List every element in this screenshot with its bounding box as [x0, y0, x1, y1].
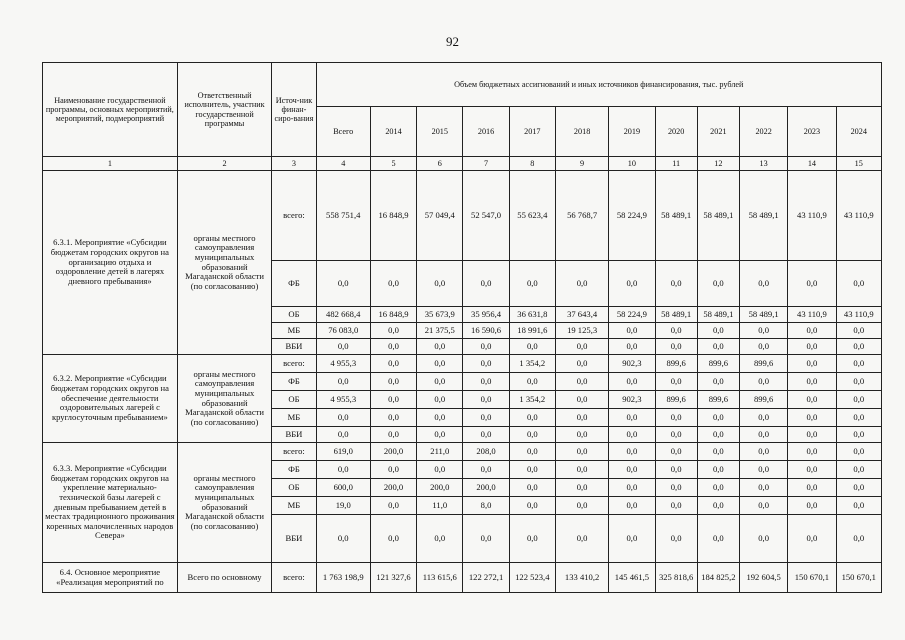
- year-value: 1 354,2: [509, 391, 555, 409]
- page-number: 92: [446, 34, 459, 49]
- year-value: 899,6: [655, 391, 697, 409]
- year-value: 0,0: [655, 497, 697, 515]
- total-value: 0,0: [316, 427, 370, 443]
- year-value: 43 110,9: [788, 307, 836, 323]
- responsible-executor: Всего по основному: [177, 563, 272, 593]
- total-value: 0,0: [316, 339, 370, 355]
- year-value: 899,6: [739, 391, 787, 409]
- year-value: 36 631,8: [509, 307, 555, 323]
- year-value: 0,0: [655, 461, 697, 479]
- budget-table: [42, 62, 882, 593]
- year-value: 0,0: [555, 373, 608, 391]
- header-column-number: 4: [316, 157, 370, 171]
- year-value: 0,0: [655, 515, 697, 563]
- year-value: 0,0: [836, 355, 881, 373]
- year-value: 0,0: [697, 479, 739, 497]
- year-value: 0,0: [739, 323, 787, 339]
- year-value: 0,0: [463, 261, 509, 307]
- year-value: 899,6: [739, 355, 787, 373]
- header-column-number: 3: [272, 157, 316, 171]
- table-row: [43, 563, 882, 593]
- year-value: 11,0: [417, 497, 463, 515]
- year-value: 0,0: [739, 515, 787, 563]
- year-value: 0,0: [739, 497, 787, 515]
- year-value: 0,0: [788, 323, 836, 339]
- year-value: 899,6: [697, 391, 739, 409]
- header-year: 2020: [655, 107, 697, 157]
- year-value: 0,0: [739, 261, 787, 307]
- year-value: 0,0: [609, 443, 655, 461]
- year-value: 0,0: [509, 427, 555, 443]
- header-source: Источ-ник финан-сиро-вания: [272, 63, 316, 157]
- year-value: 0,0: [655, 427, 697, 443]
- year-value: 58 489,1: [697, 307, 739, 323]
- table-row: [43, 171, 882, 261]
- header-column-number: 1: [43, 157, 178, 171]
- header-column-number: 12: [697, 157, 739, 171]
- funding-source: всего:: [272, 171, 316, 261]
- year-value: 0,0: [370, 373, 416, 391]
- year-value: 113 615,6: [417, 563, 463, 593]
- year-value: 0,0: [555, 479, 608, 497]
- year-value: 0,0: [788, 339, 836, 355]
- year-value: 0,0: [509, 443, 555, 461]
- year-value: 35 956,4: [463, 307, 509, 323]
- header-column-number: 15: [836, 157, 881, 171]
- year-value: 55 623,4: [509, 171, 555, 261]
- year-value: 0,0: [555, 409, 608, 427]
- year-value: 899,6: [655, 355, 697, 373]
- year-value: 0,0: [417, 373, 463, 391]
- year-value: 0,0: [609, 339, 655, 355]
- year-value: 0,0: [697, 515, 739, 563]
- year-value: 56 768,7: [555, 171, 608, 261]
- year-value: 0,0: [836, 373, 881, 391]
- year-value: 145 461,5: [609, 563, 655, 593]
- year-value: 18 991,6: [509, 323, 555, 339]
- year-value: 0,0: [836, 497, 881, 515]
- total-value: 0,0: [316, 373, 370, 391]
- year-value: 0,0: [836, 409, 881, 427]
- year-value: 1 354,2: [509, 355, 555, 373]
- year-value: 0,0: [655, 323, 697, 339]
- header-year: 2018: [555, 107, 608, 157]
- year-value: 0,0: [555, 515, 608, 563]
- year-value: 0,0: [370, 355, 416, 373]
- year-value: 0,0: [788, 391, 836, 409]
- total-value: 0,0: [316, 461, 370, 479]
- year-value: 0,0: [370, 339, 416, 355]
- year-value: 0,0: [609, 479, 655, 497]
- total-value: 4 955,3: [316, 355, 370, 373]
- year-value: 58 489,1: [697, 171, 739, 261]
- year-value: 0,0: [555, 427, 608, 443]
- year-value: 0,0: [555, 339, 608, 355]
- header-year: 2022: [739, 107, 787, 157]
- year-value: 200,0: [370, 443, 416, 461]
- header-volume: Объем бюджетных ассигнований и иных источников финансирования, тыс. рублей: [316, 63, 881, 107]
- year-value: 0,0: [417, 427, 463, 443]
- year-value: 150 670,1: [836, 563, 881, 593]
- year-value: 0,0: [417, 515, 463, 563]
- header-column-number: 9: [555, 157, 608, 171]
- year-value: 43 110,9: [788, 171, 836, 261]
- year-value: 0,0: [836, 461, 881, 479]
- year-value: 0,0: [739, 443, 787, 461]
- year-value: 0,0: [463, 373, 509, 391]
- year-value: 0,0: [788, 515, 836, 563]
- measure-name: 6.4. Основное мероприятие «Реализация мероприятий по: [43, 563, 178, 593]
- header-column-number: 2: [177, 157, 272, 171]
- year-value: 57 049,4: [417, 171, 463, 261]
- year-value: 0,0: [509, 409, 555, 427]
- funding-source: МБ: [272, 409, 316, 427]
- funding-source: ФБ: [272, 373, 316, 391]
- year-value: 0,0: [609, 261, 655, 307]
- header-year: 2014: [370, 107, 416, 157]
- year-value: 0,0: [555, 391, 608, 409]
- year-value: 0,0: [370, 461, 416, 479]
- year-value: 16 590,6: [463, 323, 509, 339]
- year-value: 0,0: [655, 409, 697, 427]
- year-value: 0,0: [788, 373, 836, 391]
- year-value: 0,0: [609, 409, 655, 427]
- year-value: 0,0: [463, 427, 509, 443]
- year-value: 0,0: [463, 461, 509, 479]
- year-value: 0,0: [370, 427, 416, 443]
- year-value: 0,0: [509, 461, 555, 479]
- year-value: 0,0: [788, 479, 836, 497]
- year-value: 0,0: [555, 261, 608, 307]
- year-value: 58 489,1: [739, 171, 787, 261]
- header-year: Всего: [316, 107, 370, 157]
- year-value: 0,0: [788, 497, 836, 515]
- year-value: 0,0: [509, 497, 555, 515]
- header-column-number: 7: [463, 157, 509, 171]
- year-value: 0,0: [509, 479, 555, 497]
- year-value: 0,0: [697, 261, 739, 307]
- year-value: 0,0: [788, 409, 836, 427]
- header-column-number: 6: [417, 157, 463, 171]
- year-value: 0,0: [836, 427, 881, 443]
- funding-source: ОБ: [272, 307, 316, 323]
- responsible-executor: органы местного самоуправления муниципальных образований Магаданской области (по согласованию): [177, 443, 272, 563]
- year-value: 0,0: [836, 323, 881, 339]
- year-value: 122 523,4: [509, 563, 555, 593]
- year-value: 0,0: [697, 443, 739, 461]
- year-value: 43 110,9: [836, 307, 881, 323]
- measure-name: 6.3.3. Мероприятие «Субсидии бюджетам городских округов на укрепление материально-технической базы лагерей с дневным пребыванием детей в местах традиционного проживания коренных малочисленных народов Севера»: [43, 443, 178, 563]
- year-value: 0,0: [370, 409, 416, 427]
- year-value: 0,0: [609, 497, 655, 515]
- year-value: 208,0: [463, 443, 509, 461]
- year-value: 0,0: [370, 323, 416, 339]
- year-value: 0,0: [609, 515, 655, 563]
- year-value: 0,0: [509, 373, 555, 391]
- funding-source: ФБ: [272, 261, 316, 307]
- year-value: 0,0: [509, 261, 555, 307]
- measure-name: 6.3.1. Мероприятие «Субсидии бюджетам городских округов на организацию отдыха и оздоровление детей в лагерях дневного пребывания»: [43, 171, 178, 355]
- year-value: 0,0: [655, 443, 697, 461]
- year-value: 0,0: [697, 323, 739, 339]
- year-value: 0,0: [836, 443, 881, 461]
- funding-source: всего:: [272, 563, 316, 593]
- year-value: 0,0: [788, 443, 836, 461]
- year-value: 0,0: [555, 443, 608, 461]
- year-value: 0,0: [417, 461, 463, 479]
- year-value: 0,0: [836, 261, 881, 307]
- year-value: 58 489,1: [655, 307, 697, 323]
- funding-source: ОБ: [272, 479, 316, 497]
- total-value: 19,0: [316, 497, 370, 515]
- year-value: 133 410,2: [555, 563, 608, 593]
- header-column-number: 13: [739, 157, 787, 171]
- year-value: 16 848,9: [370, 307, 416, 323]
- year-value: 43 110,9: [836, 171, 881, 261]
- year-value: 52 547,0: [463, 171, 509, 261]
- year-value: 58 224,9: [609, 307, 655, 323]
- year-value: 0,0: [697, 427, 739, 443]
- year-value: 184 825,2: [697, 563, 739, 593]
- year-value: 0,0: [739, 339, 787, 355]
- year-value: 0,0: [655, 479, 697, 497]
- header-year: 2021: [697, 107, 739, 157]
- year-value: 211,0: [417, 443, 463, 461]
- year-value: 902,3: [609, 355, 655, 373]
- year-value: 200,0: [463, 479, 509, 497]
- year-value: 0,0: [555, 497, 608, 515]
- year-value: 58 489,1: [739, 307, 787, 323]
- year-value: 0,0: [463, 339, 509, 355]
- year-value: 192 604,5: [739, 563, 787, 593]
- funding-source: ВБИ: [272, 339, 316, 355]
- total-value: 0,0: [316, 409, 370, 427]
- header-responsible: Ответственный исполнитель, участник государственной программы: [177, 63, 272, 157]
- year-value: 0,0: [370, 261, 416, 307]
- year-value: 0,0: [739, 479, 787, 497]
- year-value: 0,0: [697, 461, 739, 479]
- total-value: 0,0: [316, 261, 370, 307]
- header-column-number: 8: [509, 157, 555, 171]
- year-value: 0,0: [463, 515, 509, 563]
- header-column-number: 5: [370, 157, 416, 171]
- year-value: 899,6: [697, 355, 739, 373]
- year-value: 0,0: [609, 427, 655, 443]
- funding-source: всего:: [272, 355, 316, 373]
- year-value: 0,0: [739, 409, 787, 427]
- year-value: 0,0: [788, 355, 836, 373]
- year-value: 0,0: [463, 355, 509, 373]
- header-year: 2024: [836, 107, 881, 157]
- header-year: 2015: [417, 107, 463, 157]
- year-value: 150 670,1: [788, 563, 836, 593]
- year-value: 0,0: [609, 323, 655, 339]
- header-year: 2017: [509, 107, 555, 157]
- funding-source: всего:: [272, 443, 316, 461]
- year-value: 0,0: [463, 409, 509, 427]
- year-value: 0,0: [739, 461, 787, 479]
- year-value: 21 375,5: [417, 323, 463, 339]
- year-value: 35 673,9: [417, 307, 463, 323]
- year-value: 0,0: [555, 355, 608, 373]
- funding-source: ВБИ: [272, 515, 316, 563]
- total-value: 1 763 198,9: [316, 563, 370, 593]
- year-value: 325 818,6: [655, 563, 697, 593]
- year-value: 0,0: [370, 391, 416, 409]
- year-value: 0,0: [509, 515, 555, 563]
- funding-source: ОБ: [272, 391, 316, 409]
- year-value: 0,0: [739, 427, 787, 443]
- responsible-executor: органы местного самоуправления муниципальных образований Магаданской области (по согласованию): [177, 355, 272, 443]
- header-year: 2019: [609, 107, 655, 157]
- header-name: Наименование государственной программы, основных мероприятий, мероприятий, подмероприятий: [43, 63, 178, 157]
- year-value: 200,0: [417, 479, 463, 497]
- year-value: 0,0: [836, 479, 881, 497]
- year-value: 0,0: [555, 461, 608, 479]
- total-value: 600,0: [316, 479, 370, 497]
- year-value: 121 327,6: [370, 563, 416, 593]
- year-value: 0,0: [697, 409, 739, 427]
- total-value: 619,0: [316, 443, 370, 461]
- table-row: [43, 443, 882, 461]
- year-value: 0,0: [655, 339, 697, 355]
- header-column-number: 11: [655, 157, 697, 171]
- year-value: 0,0: [697, 373, 739, 391]
- year-value: 0,0: [609, 461, 655, 479]
- year-value: 0,0: [609, 373, 655, 391]
- header-year: 2016: [463, 107, 509, 157]
- year-value: 0,0: [836, 515, 881, 563]
- year-value: 0,0: [836, 391, 881, 409]
- measure-name: 6.3.2. Мероприятие «Субсидии бюджетам городских округов на обеспечение деятельности оздоровительных лагерей с круглосуточным пребыванием»: [43, 355, 178, 443]
- year-value: 0,0: [370, 515, 416, 563]
- total-value: 0,0: [316, 515, 370, 563]
- year-value: 0,0: [697, 339, 739, 355]
- year-value: 0,0: [370, 497, 416, 515]
- year-value: 19 125,3: [555, 323, 608, 339]
- year-value: 0,0: [788, 461, 836, 479]
- year-value: 58 489,1: [655, 171, 697, 261]
- total-value: 558 751,4: [316, 171, 370, 261]
- year-value: 902,3: [609, 391, 655, 409]
- header-column-number: 14: [788, 157, 836, 171]
- year-value: 0,0: [417, 339, 463, 355]
- year-value: 0,0: [417, 261, 463, 307]
- year-value: 16 848,9: [370, 171, 416, 261]
- year-value: 0,0: [463, 391, 509, 409]
- year-value: 0,0: [655, 261, 697, 307]
- year-value: 8,0: [463, 497, 509, 515]
- year-value: 122 272,1: [463, 563, 509, 593]
- total-value: 4 955,3: [316, 391, 370, 409]
- year-value: 0,0: [417, 391, 463, 409]
- year-value: 0,0: [655, 373, 697, 391]
- year-value: 0,0: [697, 497, 739, 515]
- year-value: 0,0: [417, 409, 463, 427]
- total-value: 482 668,4: [316, 307, 370, 323]
- table-row: [43, 355, 882, 373]
- year-value: 0,0: [836, 339, 881, 355]
- header-column-number: 10: [609, 157, 655, 171]
- year-value: 0,0: [739, 373, 787, 391]
- year-value: 37 643,4: [555, 307, 608, 323]
- year-value: 0,0: [417, 355, 463, 373]
- funding-source: ВБИ: [272, 427, 316, 443]
- year-value: 0,0: [788, 261, 836, 307]
- year-value: 58 224,9: [609, 171, 655, 261]
- funding-source: ФБ: [272, 461, 316, 479]
- year-value: 0,0: [788, 427, 836, 443]
- year-value: 0,0: [509, 339, 555, 355]
- responsible-executor: органы местного самоуправления муниципальных образований Магаданской области (по согласованию): [177, 171, 272, 355]
- total-value: 76 083,0: [316, 323, 370, 339]
- funding-source: МБ: [272, 497, 316, 515]
- header-year: 2023: [788, 107, 836, 157]
- funding-source: МБ: [272, 323, 316, 339]
- year-value: 200,0: [370, 479, 416, 497]
